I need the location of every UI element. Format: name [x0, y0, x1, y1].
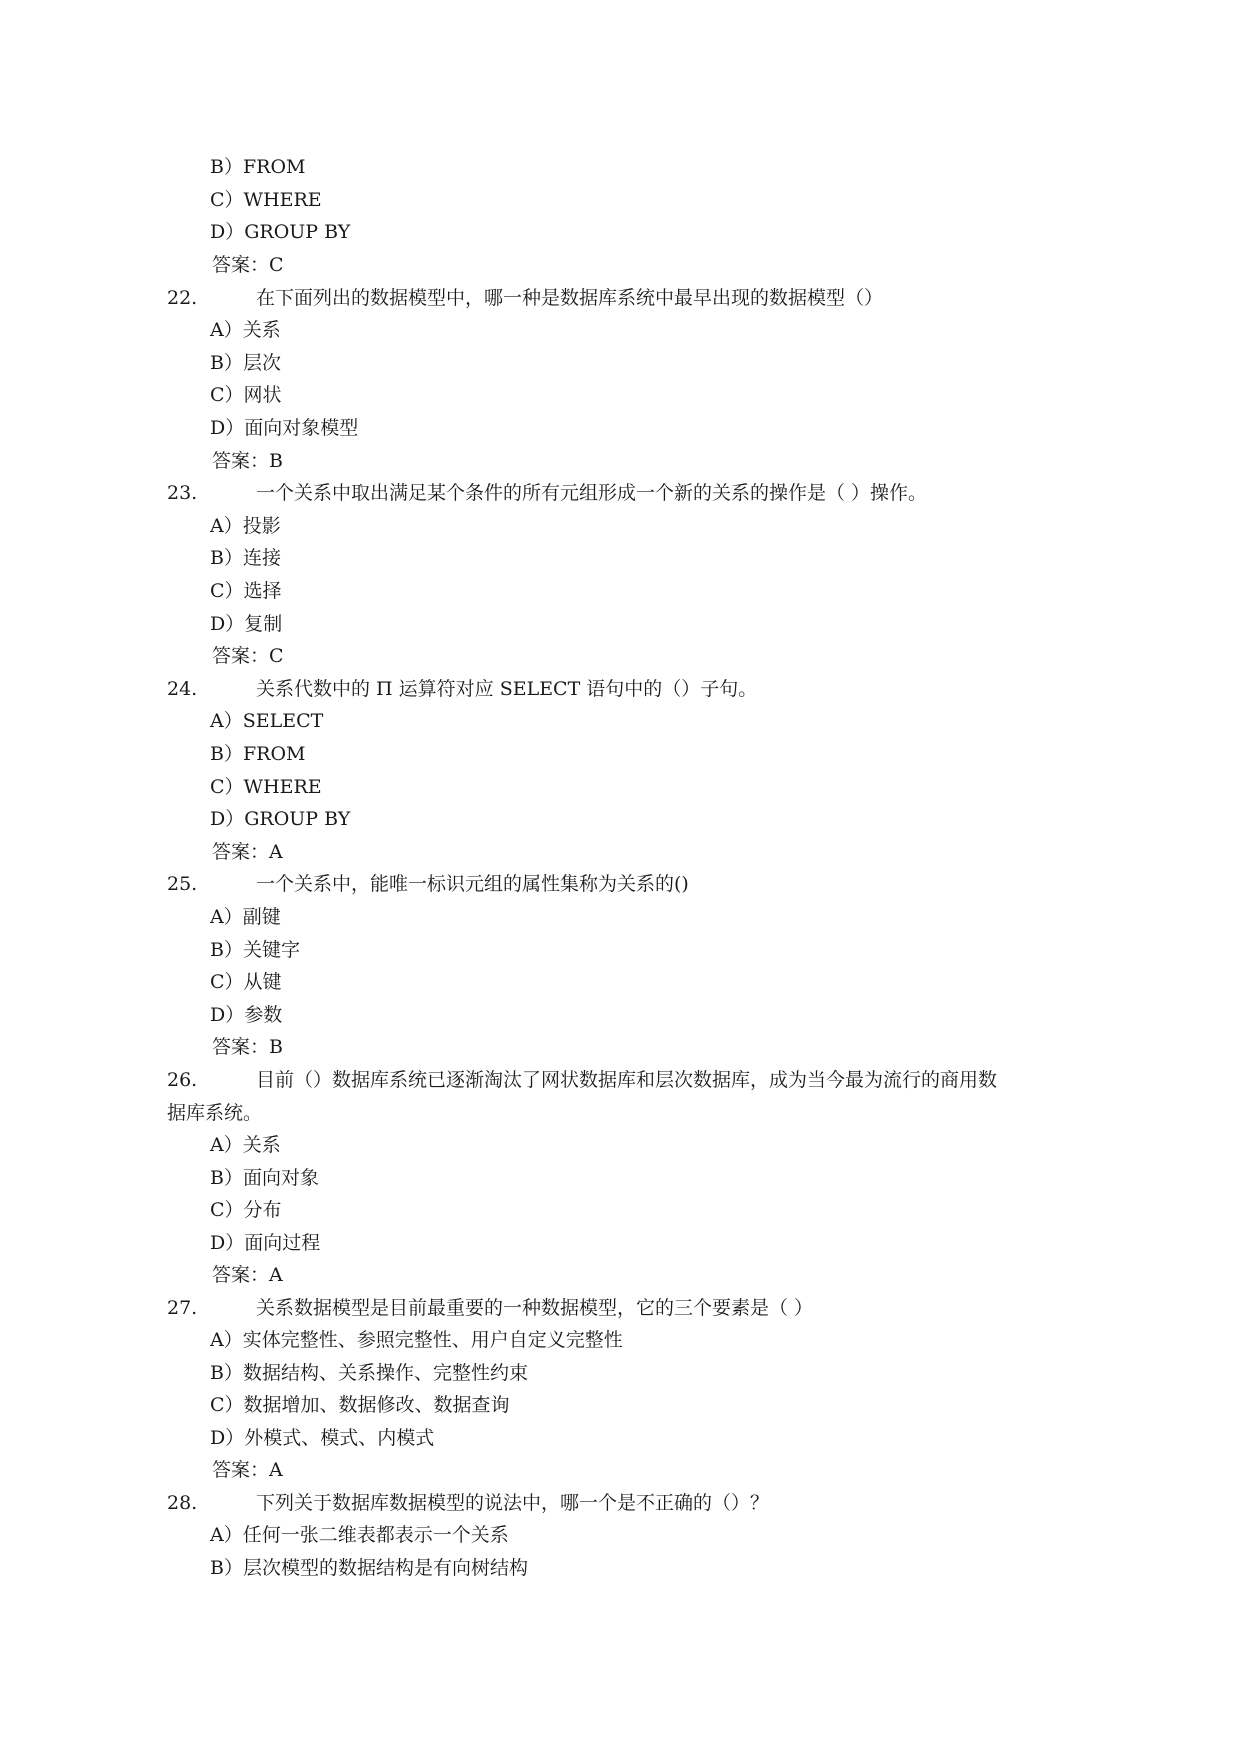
- option-line: A）实体完整性、参照完整性、用户自定义完整性: [210, 1329, 623, 1351]
- option-line: A）关系: [210, 1134, 281, 1156]
- option-line: C）数据增加、数据修改、数据查询: [210, 1394, 510, 1416]
- question-text: 下列关于数据库数据模型的说法中，哪一个是不正确的（）？: [256, 1492, 770, 1514]
- answer-line: 答案：A: [212, 1264, 283, 1286]
- option-line: B）层次模型的数据结构是有向树结构: [210, 1557, 528, 1579]
- answer-line: 答案：B: [212, 450, 283, 472]
- option-line: B）FROM: [210, 743, 306, 765]
- question-text: 一个关系中，能唯一标识元组的属性集称为关系的(): [256, 873, 689, 895]
- answer-line: 答案：C: [212, 645, 284, 667]
- option-line: C）网状: [210, 384, 282, 406]
- answer-line: 答案：B: [212, 1036, 283, 1058]
- option-line: D）GROUP BY: [210, 221, 351, 243]
- option-line: D）GROUP BY: [210, 808, 351, 830]
- answer-line: 答案：A: [212, 1459, 283, 1481]
- question-text: 目前（）数据库系统已逐渐淘汰了网状数据库和层次数据库，成为当今最为流行的商用数: [256, 1069, 998, 1091]
- question-text: 关系数据模型是目前最重要的一种数据模型，它的三个要素是（ ）: [256, 1297, 814, 1319]
- option-line: B）层次: [210, 352, 281, 374]
- answer-line: 答案：A: [212, 841, 283, 863]
- option-line: C）WHERE: [210, 189, 322, 211]
- option-line: B）连接: [210, 547, 281, 569]
- option-line: C）从键: [210, 971, 282, 993]
- option-line: C）WHERE: [210, 776, 322, 798]
- option-line: A）任何一张二维表都表示一个关系: [210, 1524, 509, 1546]
- option-line: D）复制: [210, 613, 283, 635]
- option-line: B）关键字: [210, 939, 300, 961]
- question-number: 28.: [167, 1492, 198, 1514]
- option-line: B）面向对象: [210, 1167, 319, 1189]
- option-line: A）副键: [210, 906, 281, 928]
- option-line: B）FROM: [210, 156, 306, 178]
- option-line: D）参数: [210, 1004, 283, 1026]
- answer-line: 答案：C: [212, 254, 284, 276]
- question-text: 关系代数中的 Π 运算符对应 SELECT 语句中的（）子句。: [256, 678, 758, 700]
- question-text: 一个关系中取出满足某个条件的所有元组形成一个新的关系的操作是（ ）操作。: [256, 482, 928, 504]
- option-line: D）面向过程: [210, 1232, 321, 1254]
- question-number: 22.: [167, 287, 198, 309]
- option-line: A）关系: [210, 319, 281, 341]
- question-number: 24.: [167, 678, 198, 700]
- question-number: 26.: [167, 1069, 198, 1091]
- option-line: C）分布: [210, 1199, 282, 1221]
- option-line: A）投影: [210, 515, 281, 537]
- option-line: D）外模式、模式、内模式: [210, 1427, 435, 1449]
- question-text: 在下面列出的数据模型中，哪一种是数据库系统中最早出现的数据模型（）: [256, 287, 884, 309]
- question-number: 27.: [167, 1297, 198, 1319]
- question-number: 23.: [167, 482, 198, 504]
- option-line: C）选择: [210, 580, 282, 602]
- question-number: 25.: [167, 873, 198, 895]
- option-line: A）SELECT: [210, 710, 324, 732]
- question-text-continued: 据库系统。: [167, 1102, 263, 1124]
- option-line: B）数据结构、关系操作、完整性约束: [210, 1362, 528, 1384]
- option-line: D）面向对象模型: [210, 417, 359, 439]
